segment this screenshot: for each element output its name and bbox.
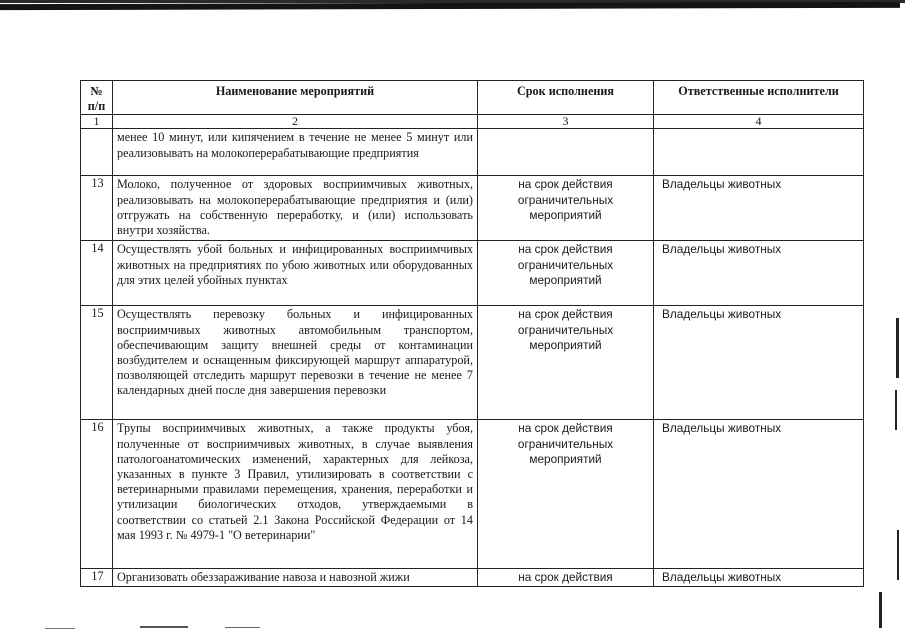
- table-header-row: [81, 81, 864, 115]
- header-name: Наименование мероприятий: [113, 81, 478, 115]
- table-row: [81, 241, 864, 306]
- row-term: на срок действия ограничительных мероприятий: [478, 306, 654, 420]
- table-row: [81, 569, 864, 587]
- scan-artifact: [879, 592, 882, 628]
- row-name: Осуществлять убой больных и инфицированных восприимчивых животных на предприятиях по убою животных или оборудованных для этих целей убойных пунктах: [113, 241, 478, 306]
- row-num: 16: [81, 420, 113, 569]
- row-term: [478, 129, 654, 176]
- index-cell: 2: [113, 115, 478, 129]
- index-cell: 1: [81, 115, 113, 129]
- row-num: 14: [81, 241, 113, 306]
- scan-artifact: [896, 318, 899, 378]
- row-num: 15: [81, 306, 113, 420]
- row-resp: Владельцы животных: [654, 569, 864, 587]
- row-name: Молоко, полученное от здоровых восприимчивых животных, реализовывать на молокоперерабатывающие предприятия и (или) отгружать на собственную переработку, и (или) использовать внутри хозяйства.: [113, 176, 478, 241]
- scan-artifact: [897, 530, 899, 580]
- scan-artifact: [140, 626, 188, 628]
- row-term: на срок действия: [478, 569, 654, 587]
- row-num: 13: [81, 176, 113, 241]
- row-term: на срок действия ограничительных мероприятий: [478, 241, 654, 306]
- scan-edge-shadow: [0, 2, 900, 10]
- row-name: Организовать обеззараживание навоза и навозной жижи: [113, 569, 478, 587]
- row-resp: Владельцы животных: [654, 176, 864, 241]
- row-resp: Владельцы животных: [654, 241, 864, 306]
- row-name: менее 10 минут, или кипячением в течение не менее 5 минут или реализовывать на молокоперерабатывающие предприятия: [113, 129, 478, 176]
- row-term: на срок действия ограничительных мероприятий: [478, 420, 654, 569]
- row-resp: Владельцы животных: [654, 306, 864, 420]
- scan-artifact: [45, 628, 75, 629]
- row-resp: Владельцы животных: [654, 420, 864, 569]
- index-row: [81, 115, 864, 129]
- table-row: [81, 176, 864, 241]
- header-num: № п/п: [81, 81, 113, 115]
- header-term: Срок исполнения: [478, 81, 654, 115]
- row-resp: [654, 129, 864, 176]
- scan-artifact: [895, 390, 897, 430]
- row-name: Осуществлять перевозку больных и инфицированных восприимчивых животных автомобильным транспортом, обеспечивающим защиту внешней среды от контаминации возбудителем и оснащенным фиксирующей маршрут аппаратурой, позволяющей отследить маршрут перевозки в течение не менее 7 календарных дней после дня завершения перевозки: [113, 306, 478, 420]
- row-term: на срок действия ограничительных мероприятий: [478, 176, 654, 241]
- scan-artifact: [225, 627, 260, 628]
- table-row: [81, 129, 864, 176]
- row-name: Трупы восприимчивых животных, а также продукты убоя, полученные от восприимчивых животных, в случае выявления патологоанатомических изменений, характерных для лейкоза, указанных в пункте 3 Правил, утилизировать в соответствии с ветеринарными правилами перемещения, хранения, переработки и утилизации биологических отходов, утверждаемыми в соответствии со статьей 2.1 Закона Российской Федерации от 14 мая 1993 г. № 4979-1 "О ветеринарии": [113, 420, 478, 569]
- row-num: [81, 129, 113, 176]
- table-row: [81, 420, 864, 569]
- row-num: 17: [81, 569, 113, 587]
- index-cell: 3: [478, 115, 654, 129]
- table-row: [81, 306, 864, 420]
- header-resp: Ответственные исполнители: [654, 81, 864, 115]
- measures-table: [80, 80, 864, 587]
- index-cell: 4: [654, 115, 864, 129]
